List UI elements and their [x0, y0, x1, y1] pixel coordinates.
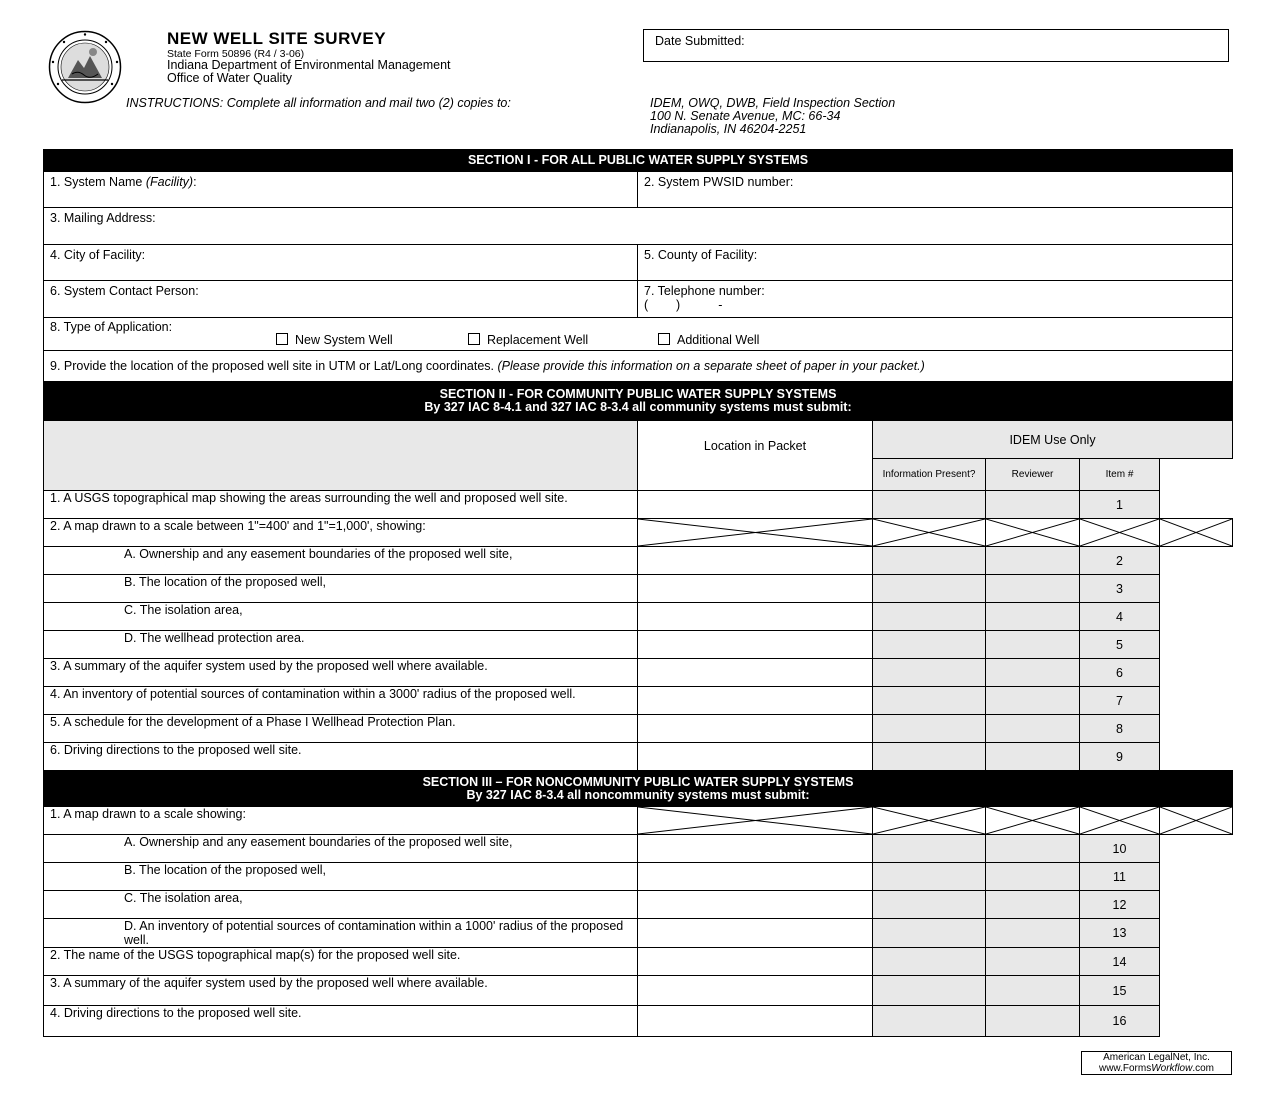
col-information-present: Information Present? [873, 459, 986, 491]
mailing-address-label: 3. Mailing Address: [50, 211, 156, 225]
checklist-row [44, 491, 1233, 519]
cross-icon [986, 807, 1079, 834]
option-replacement-well[interactable] [468, 333, 588, 347]
system-name-label-italic: (Facility) [145, 175, 194, 189]
telephone-field[interactable] [638, 281, 1233, 318]
checklist-row [44, 863, 1233, 891]
location-in-packet-input[interactable] [638, 575, 873, 603]
section3-header [44, 771, 1233, 807]
item-number: 7 [1080, 687, 1160, 715]
section2-header-blank [44, 421, 638, 491]
reviewer-cell [986, 863, 1080, 891]
reviewer-cell [986, 547, 1080, 575]
information-present-cell [873, 919, 986, 948]
telephone-format: ( ) - [644, 298, 723, 312]
reviewer-cell [986, 715, 1080, 743]
location-in-packet-input[interactable] [638, 835, 873, 863]
information-present-cell [873, 603, 986, 631]
location-in-packet-input[interactable] [638, 687, 873, 715]
contact-person-label: 6. System Contact Person: [50, 284, 199, 298]
checklist-row [44, 603, 1233, 631]
checklist-row [44, 631, 1233, 659]
location-in-packet-input[interactable] [638, 919, 873, 948]
crossed-out-cell [873, 519, 986, 547]
reviewer-cell [986, 743, 1080, 771]
pwsid-field[interactable] [638, 172, 1233, 208]
information-present-cell [873, 659, 986, 687]
city-field[interactable] [44, 245, 638, 281]
information-present-cell [873, 687, 986, 715]
col-item-number: Item # [1080, 459, 1160, 491]
location-in-packet-input[interactable] [638, 715, 873, 743]
city-label: 4. City of Facility: [50, 248, 146, 262]
information-present-cell [873, 743, 986, 771]
item-number: 4 [1080, 603, 1160, 631]
checklist-item-text: 4. An inventory of potential sources of contamination within a 3000' radius of the proposed well. [44, 687, 638, 715]
telephone-label: 7. Telephone number: [644, 284, 765, 298]
footer-url-italic: Workflow [1151, 1062, 1193, 1074]
checkbox-icon[interactable] [658, 333, 670, 345]
reviewer-cell [986, 603, 1080, 631]
location-in-packet-input[interactable] [638, 1006, 873, 1037]
information-present-cell [873, 631, 986, 659]
checklist-item-text: D. The wellhead protection area. [44, 631, 638, 659]
col-reviewer: Reviewer [986, 459, 1080, 491]
system-name-colon: : [193, 175, 197, 189]
reviewer-cell [986, 659, 1080, 687]
reviewer-cell [986, 919, 1080, 948]
checklist-item-text: 2. A map drawn to a scale between 1"=400' and 1"=1,000', showing: [44, 519, 638, 547]
crossed-out-cell [873, 807, 986, 835]
reviewer-cell [986, 687, 1080, 715]
application-type-label: 8. Type of Application: [50, 320, 173, 334]
section2-header [44, 382, 1233, 421]
checklist-row [44, 743, 1233, 771]
checklist-item-text: 4. Driving directions to the proposed well site. [44, 1006, 638, 1037]
county-label: 5. County of Facility: [644, 248, 758, 262]
pwsid-label: 2. System PWSID number: [644, 175, 794, 189]
checklist-item-text: 1. A USGS topographical map showing the areas surrounding the well and proposed well site. [44, 491, 638, 519]
reviewer-cell [986, 948, 1080, 976]
option-new-label: New System Well [295, 333, 393, 347]
crossed-out-cell [1080, 519, 1160, 547]
mail-address-line2: 100 N. Senate Avenue, MC: 66-34 [650, 109, 841, 123]
checklist-row [44, 1006, 1233, 1037]
location-in-packet-input[interactable] [638, 659, 873, 687]
reviewer-cell [986, 891, 1080, 919]
checklist-item-text: C. The isolation area, [44, 603, 638, 631]
footer-credit [1081, 1051, 1232, 1075]
information-present-cell [873, 835, 986, 863]
item-number: 5 [1080, 631, 1160, 659]
checklist-row [44, 919, 1233, 948]
cross-icon [638, 519, 872, 546]
item-number: 13 [1080, 919, 1160, 948]
checklist-item-text: D. An inventory of potential sources of contamination within a 1000' radius of the proposed well. [44, 919, 638, 948]
section3-subtitle: By 327 IAC 8-3.4 all noncommunity systems must submit: [466, 787, 810, 802]
checklist-item-text: 6. Driving directions to the proposed well site. [44, 743, 638, 771]
reviewer-cell [986, 976, 1080, 1006]
location-in-packet-input[interactable] [638, 976, 873, 1006]
checklist-row [44, 948, 1233, 976]
item-number: 11 [1080, 863, 1160, 891]
application-type-row [44, 318, 1233, 351]
option-replacement-label: Replacement Well [487, 333, 589, 347]
section2-title: SECTION II - FOR COMMUNITY PUBLIC WATER SUPPLY SYSTEMS [439, 387, 837, 401]
footer-url-prefix: www.Forms [1098, 1062, 1152, 1074]
checklist-row [44, 519, 1233, 547]
option-new-system-well[interactable] [276, 333, 393, 347]
checklist-row [44, 715, 1233, 743]
checklist-row [44, 659, 1233, 687]
cross-icon [1160, 807, 1232, 834]
checklist-item-text: B. The location of the proposed well, [44, 575, 638, 603]
mailing-address-field[interactable] [44, 208, 1233, 245]
cross-icon [873, 519, 985, 546]
date-submitted-label: Date Submitted: [655, 34, 745, 48]
office-name: Office of Water Quality [167, 71, 293, 85]
section3-title: SECTION III – FOR NONCOMMUNITY PUBLIC WATER SUPPLY SYSTEMS [422, 774, 854, 789]
cross-icon [1080, 519, 1159, 546]
footer-line2 [1082, 1064, 1231, 1075]
option-additional-well[interactable] [658, 333, 759, 347]
reviewer-cell [986, 1006, 1080, 1037]
information-present-cell [873, 491, 986, 519]
checklist-row [44, 687, 1233, 715]
location-instructions: 9. Provide the location of the proposed well site in UTM or Lat/Long coordinates. [50, 359, 498, 373]
item-number: 15 [1080, 976, 1160, 1006]
information-present-cell [873, 976, 986, 1006]
location-in-packet-input[interactable] [638, 547, 873, 575]
cross-icon [873, 807, 985, 834]
item-number: 10 [1080, 835, 1160, 863]
information-present-cell [873, 715, 986, 743]
mail-address-line3: Indianapolis, IN 46204-2251 [650, 122, 807, 136]
survey-form-table [43, 149, 1233, 1037]
checklist-row [44, 835, 1233, 863]
instructions: INSTRUCTIONS: Complete all information and mail two (2) copies to: [126, 96, 511, 110]
cross-icon [986, 519, 1079, 546]
footer-url-suffix: .com [1192, 1062, 1215, 1074]
location-in-packet-input[interactable] [638, 631, 873, 659]
checklist-item-text: C. The isolation area, [44, 891, 638, 919]
checklist-row [44, 891, 1233, 919]
location-note: (Please provide this information on a separate sheet of paper in your packet.) [497, 359, 925, 373]
date-submitted-field[interactable] [643, 29, 1229, 62]
crossed-out-cell [1160, 807, 1233, 835]
information-present-cell [873, 575, 986, 603]
reviewer-cell [986, 575, 1080, 603]
checklist-item-text: 5. A schedule for the development of a Phase I Wellhead Protection Plan. [44, 715, 638, 743]
information-present-cell [873, 1006, 986, 1037]
crossed-out-cell [1080, 807, 1160, 835]
location-in-packet-input[interactable] [638, 491, 873, 519]
information-present-cell [873, 547, 986, 575]
item-number: 16 [1080, 1006, 1160, 1037]
reviewer-cell [986, 835, 1080, 863]
section1-header: SECTION I - FOR ALL PUBLIC WATER SUPPLY SYSTEMS [44, 150, 1233, 172]
crossed-out-cell [638, 807, 873, 835]
location-in-packet-input[interactable] [638, 603, 873, 631]
location-in-packet-input[interactable] [638, 743, 873, 771]
col-idem-use-only: IDEM Use Only [873, 421, 1233, 459]
location-coordinates-row [44, 351, 1233, 382]
checklist-item-text: B. The location of the proposed well, [44, 863, 638, 891]
state-seal-icon [48, 30, 122, 104]
footer-line1: American LegalNet, Inc. [1103, 1052, 1210, 1063]
checklist-row [44, 575, 1233, 603]
system-name-field[interactable] [44, 172, 638, 208]
item-number: 8 [1080, 715, 1160, 743]
option-additional-label: Additional Well [677, 333, 760, 347]
item-number: 12 [1080, 891, 1160, 919]
crossed-out-cell [638, 519, 873, 547]
location-in-packet-input[interactable] [638, 891, 873, 919]
checklist-row [44, 807, 1233, 835]
cross-icon [1160, 519, 1232, 546]
col-location-in-packet: Location in Packet [638, 421, 873, 491]
item-number: 2 [1080, 547, 1160, 575]
cross-icon [638, 807, 872, 834]
system-name-label: 1. System Name [50, 175, 146, 189]
checklist-item-text: A. Ownership and any easement boundaries of the proposed well site, [44, 835, 638, 863]
crossed-out-cell [1160, 519, 1233, 547]
form-number: State Form 50896 (R4 / 3-06) [167, 48, 305, 60]
item-number: 3 [1080, 575, 1160, 603]
cross-icon [1080, 807, 1159, 834]
county-field[interactable] [638, 245, 1233, 281]
item-number: 9 [1080, 743, 1160, 771]
checklist-row [44, 547, 1233, 575]
item-number: 1 [1080, 491, 1160, 519]
mail-address-line1: IDEM, OWQ, DWB, Field Inspection Section [650, 96, 896, 110]
form-title: NEW WELL SITE SURVEY [167, 29, 387, 48]
checklist-item-text: 3. A summary of the aquifer system used by the proposed well where available. [44, 659, 638, 687]
department-name: Indiana Department of Environmental Management [167, 58, 451, 72]
information-present-cell [873, 948, 986, 976]
crossed-out-cell [986, 807, 1080, 835]
crossed-out-cell [986, 519, 1080, 547]
item-number: 14 [1080, 948, 1160, 976]
information-present-cell [873, 863, 986, 891]
information-present-cell [873, 891, 986, 919]
item-number: 6 [1080, 659, 1160, 687]
section2-subtitle: By 327 IAC 8-4.1 and 327 IAC 8-3.4 all community systems must submit: [424, 400, 852, 414]
checklist-row [44, 976, 1233, 1006]
contact-person-field[interactable] [44, 281, 638, 318]
location-in-packet-input[interactable] [638, 863, 873, 891]
checkbox-icon[interactable] [468, 333, 480, 345]
reviewer-cell [986, 491, 1080, 519]
checklist-item-text: 2. The name of the USGS topographical map(s) for the proposed well site. [44, 948, 638, 976]
reviewer-cell [986, 631, 1080, 659]
checklist-item-text: A. Ownership and any easement boundaries of the proposed well site, [44, 547, 638, 575]
checklist-item-text: 3. A summary of the aquifer system used by the proposed well where available. [44, 976, 638, 1006]
location-in-packet-input[interactable] [638, 948, 873, 976]
checklist-item-text: 1. A map drawn to a scale showing: [44, 807, 638, 835]
checkbox-icon[interactable] [276, 333, 288, 345]
